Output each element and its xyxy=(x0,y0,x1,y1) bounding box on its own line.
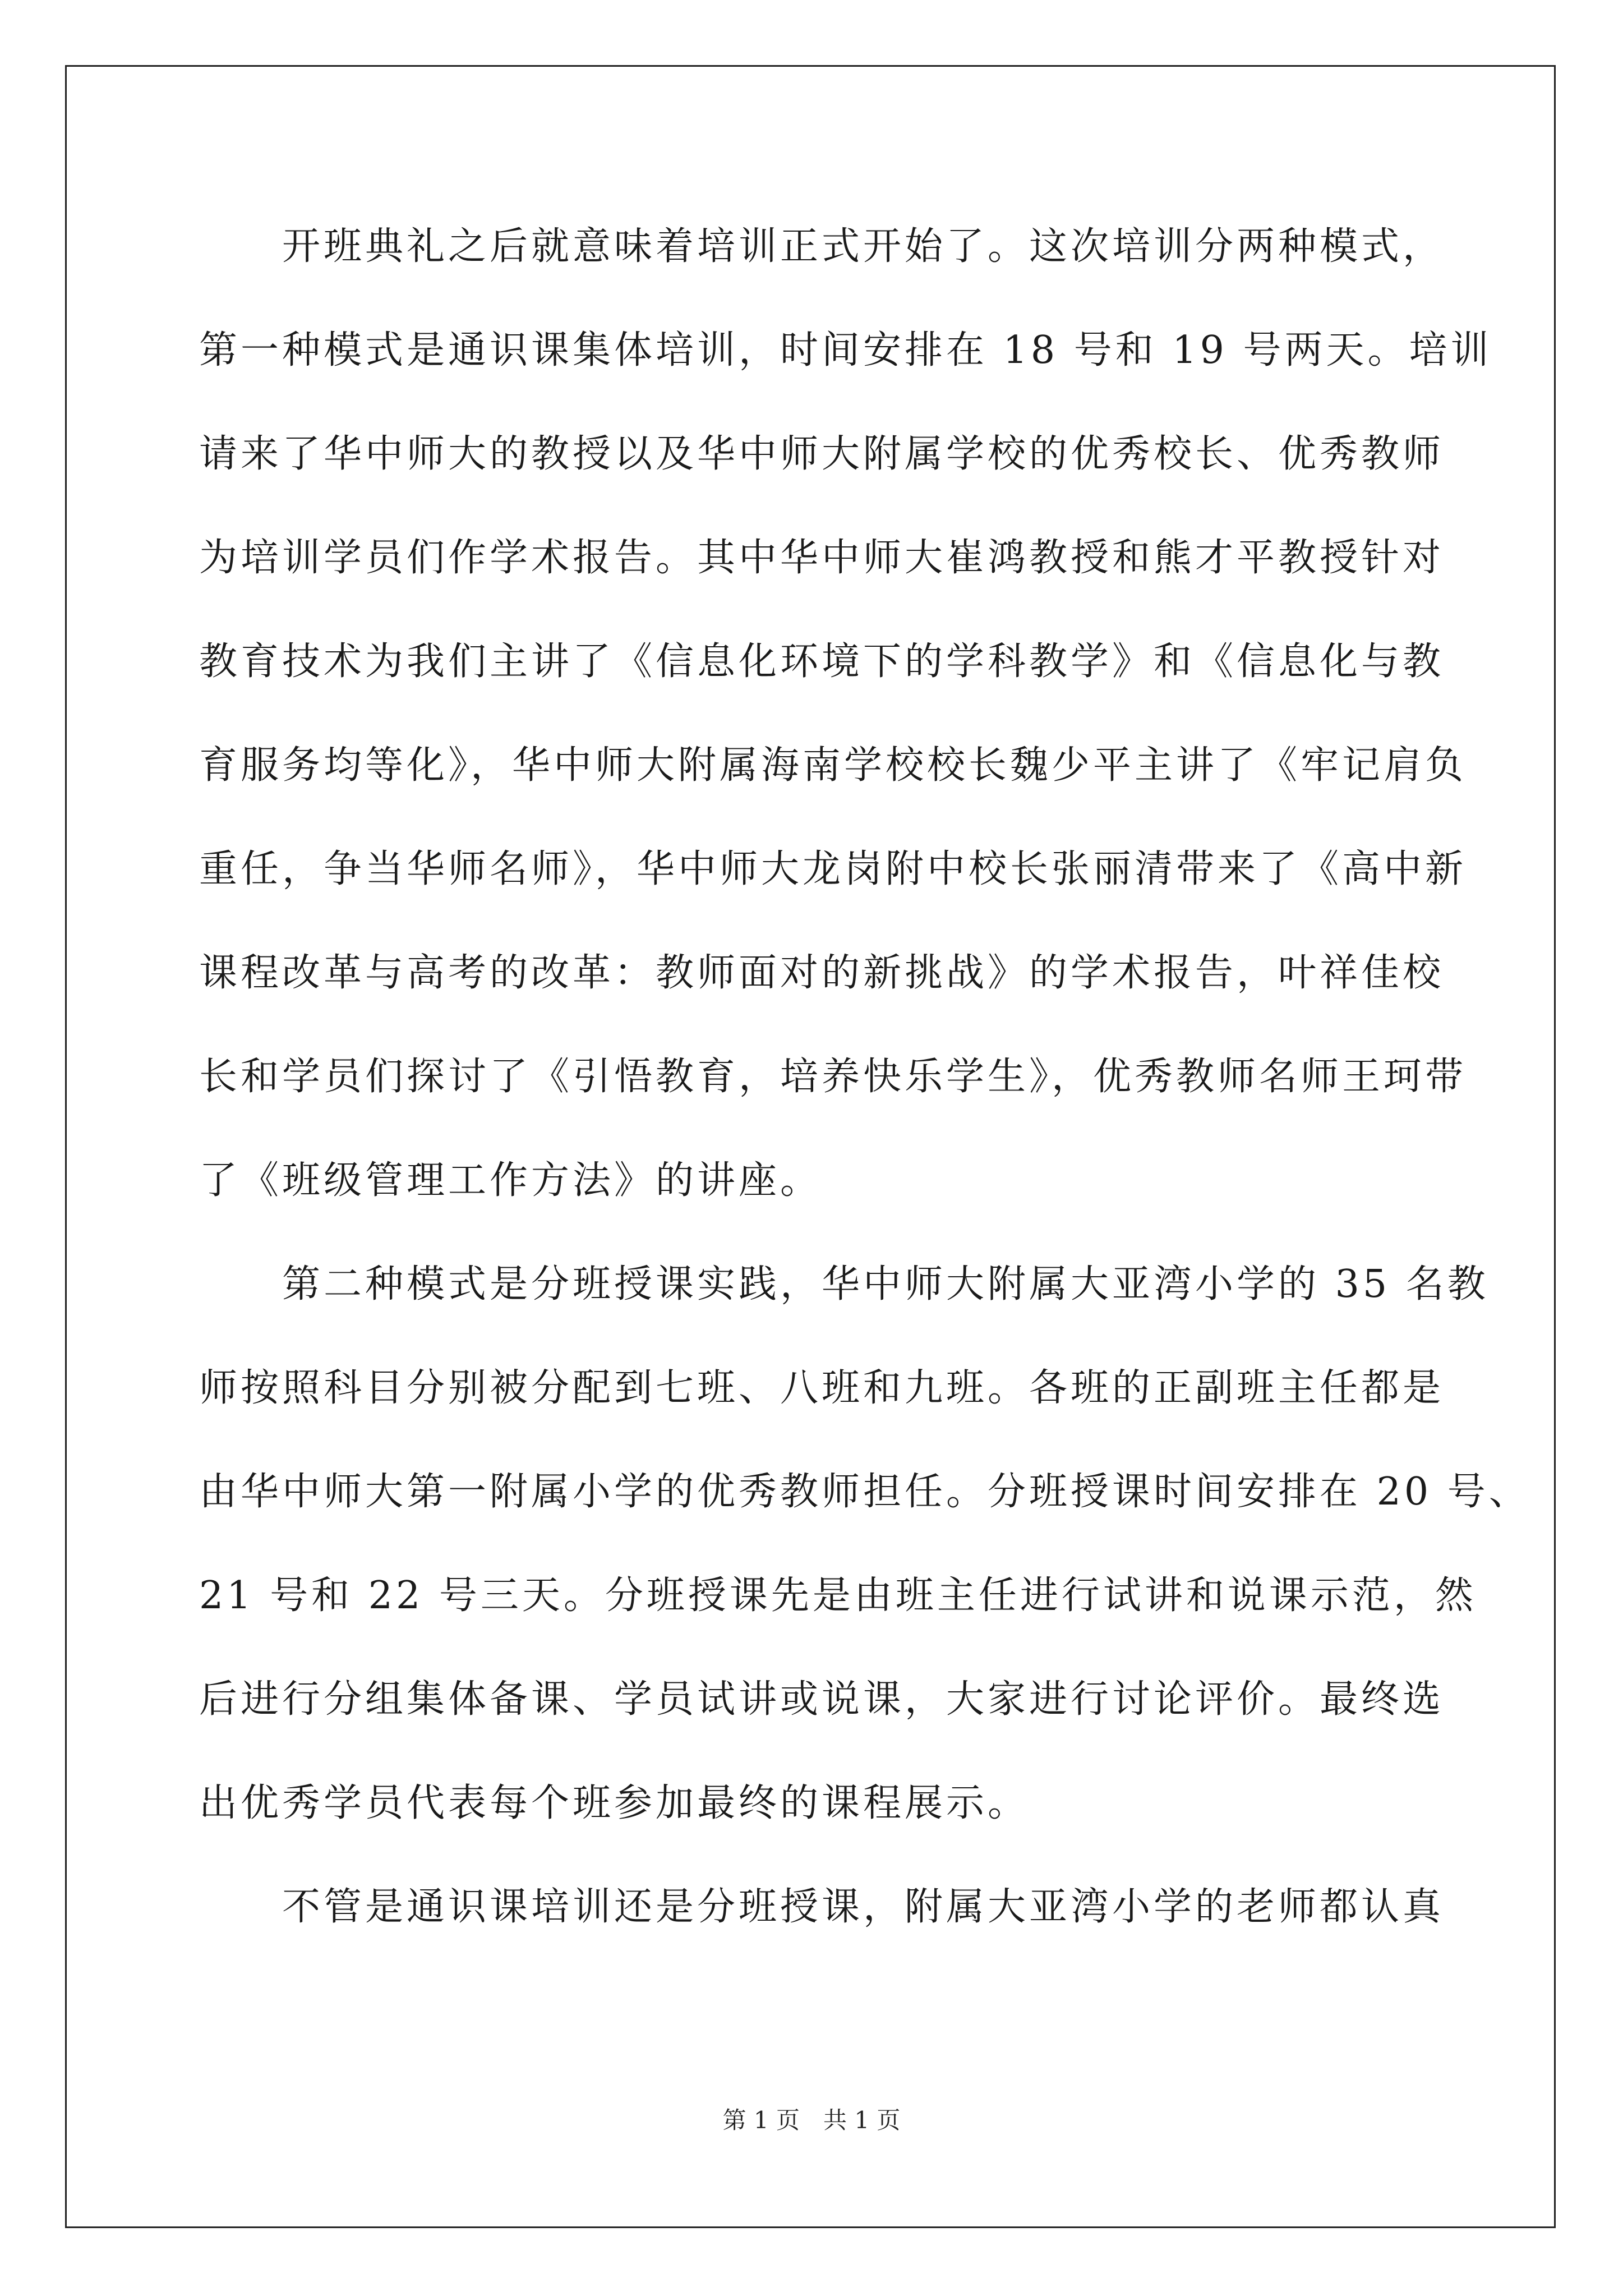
text-line: 21 号和 22 号三天。分班授课先是由班主任进行试讲和说课示范，然 xyxy=(199,1573,1477,1618)
text-line: 第二种模式是分班授课实践，华中师大附属大亚湾小学的 35 名教 xyxy=(199,1262,1489,1306)
text-line: 了《班级管理工作方法》的讲座。 xyxy=(199,1158,822,1203)
page-footer: 第 1 页 共 1 页 xyxy=(722,2106,901,2134)
text-line: 由华中师大第一附属小学的优秀教师担任。分班授课时间安排在 20 号、 xyxy=(199,1470,1530,1514)
text-line: 育服务均等化》，华中师大附属海南学校校长魏少平主讲了《牢记肩负 xyxy=(199,743,1467,788)
text-line: 教育技术为我们主讲了《信息化环境下的学科教学》和《信息化与教 xyxy=(199,639,1445,684)
text-line: 开班典礼之后就意味着培训正式开始了。这次培训分两种模式， xyxy=(199,224,1445,269)
text-line: 不管是通识课培训还是分班授课，附属大亚湾小学的老师都认真 xyxy=(199,1885,1445,1929)
text-line: 后进行分组集体备课、学员试讲或说课，大家进行讨论评价。最终选 xyxy=(199,1677,1445,1722)
text-line: 第一种模式是通识课集体培训，时间安排在 18 号和 19 号两天。培训 xyxy=(199,328,1492,372)
text-line: 出优秀学员代表每个班参加最终的课程展示。 xyxy=(199,1781,1030,1825)
text-line: 重任，争当华师名师》，华中师大龙岗附中校长张丽清带来了《高中新 xyxy=(199,847,1467,891)
text-line: 为培训学员们作学术报告。其中华中师大崔鸿教授和熊才平教授针对 xyxy=(199,536,1445,580)
text-line: 课程改革与高考的改革：教师面对的新挑战》的学术报告，叶祥佳校 xyxy=(199,951,1445,995)
text-line: 长和学员们探讨了《引悟教育，培养快乐学生》，优秀教师名师王珂带 xyxy=(199,1055,1467,1099)
text-line: 师按照科目分别被分配到七班、八班和九班。各班的正副班主任都是 xyxy=(199,1366,1445,1410)
text-line: 请来了华中师大的教授以及华中师大附属学校的优秀校长、优秀教师 xyxy=(199,432,1445,476)
